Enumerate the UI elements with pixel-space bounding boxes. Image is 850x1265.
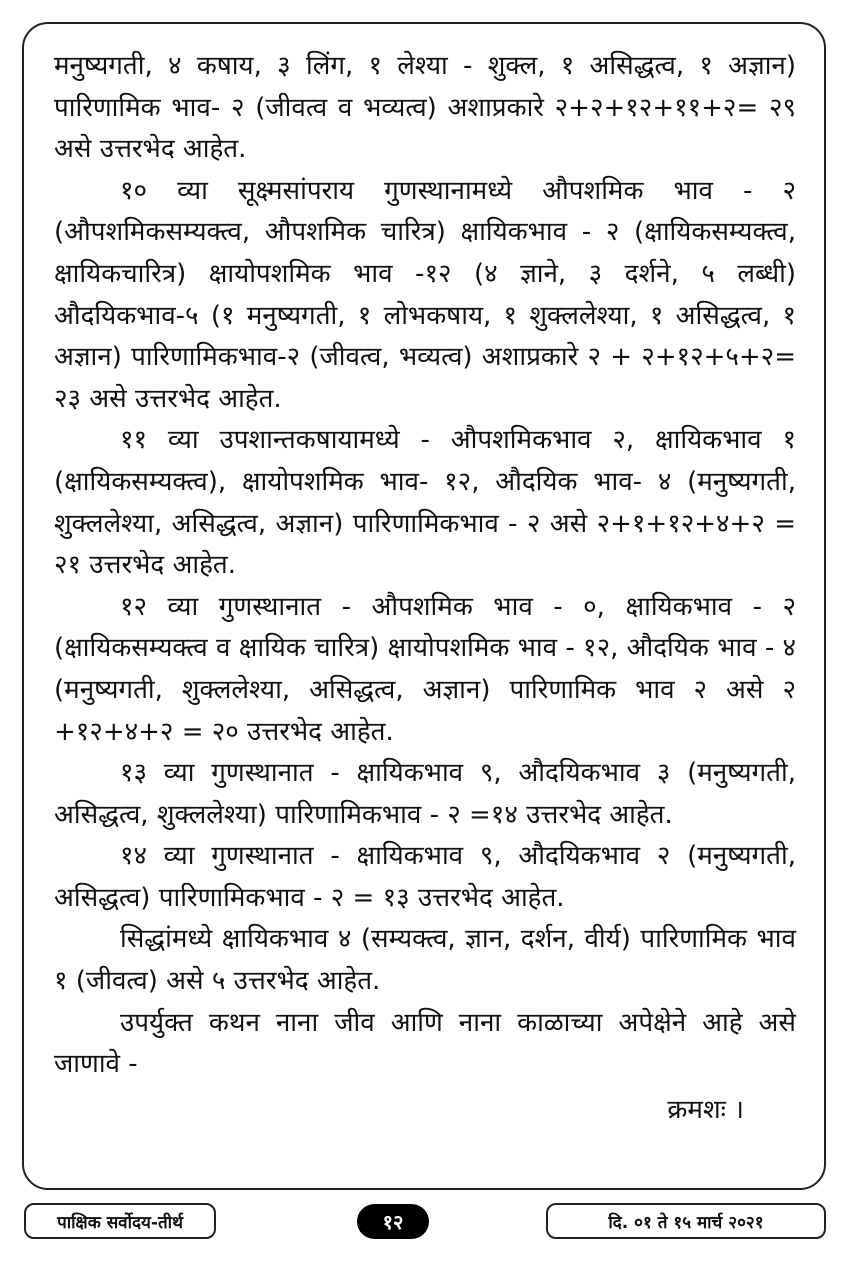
page-number: १२ bbox=[357, 1204, 429, 1239]
paragraph-7: सिद्धांमध्ये क्षायिकभाव ४ (सम्यक्त्व, ज्ञान, दर्शन, वीर्य) पारिणामिक भाव १ (जीवत्व) असे ५ उत्तरभेद आहेत. bbox=[54, 924, 796, 997]
paragraph-2: १० व्या सूक्ष्मसांपराय गुणस्थानामध्ये औपशमिक भाव - २ (औपशमिकसम्यक्त्व, औपशमिक चारित्र) क्षायिकभाव - २ (क्षायिकसम्यक्त्व, क्षायिकचारित्र) क्षायोपशमिक भाव -१२ (४ ज्ञाने, ३ दर्शने, ५ लब्धी) औदयिकभाव-५ (१ मनुष्यगती, १ लोभकषाय, १ शुक्ललेश्या, १ असिद्धत्व, १ अज्ञान) पारिणामिकभाव-२ (जीवत्व, भव्यत्व) अशाप्रकारे २ + २+१२+५+२= २३ असे उत्तरभेद आहेत. bbox=[54, 175, 796, 414]
continued-note: क्रमशः । bbox=[667, 1094, 744, 1125]
publication-name: पाक्षिक सर्वोदय-तीर्थ bbox=[24, 1203, 216, 1239]
paragraph-3: ११ व्या उपशान्तकषायामध्ये - औपशमिकभाव २, क्षायिकभाव १ (क्षायिकसम्यक्त्व), क्षायोपशमिक भाव- १२, औदयिक भाव- ४ (मनुष्यगती, शुक्ललेश्या, असिद्धत्व, अज्ञान) पारिणामिकभाव - २ असे २+१+१२+४+२ = २१ उत्तरभेद आहेत. bbox=[54, 425, 796, 581]
paragraph-5: १३ व्या गुणस्थानात - क्षायिकभाव ९, औदयिकभाव ३ (मनुष्यगती, असिद्धत्व, शुक्ललेश्या) पारिणामिकभाव - २ =१४ उत्तरभेद आहेत. bbox=[54, 758, 796, 830]
paragraph-8: उपर्युक्त कथन नाना जीव आणि नाना काळाच्या अपेक्षेने आहे असे जाणावे - bbox=[54, 1007, 796, 1080]
article-body bbox=[54, 46, 796, 1131]
issue-date: दि. ०१ ते १५ मार्च २०२१ bbox=[546, 1203, 826, 1239]
paragraph-4: १२ व्या गुणस्थानात - औपशमिक भाव - ०, क्षायिकभाव - २ (क्षायिकसम्यक्त्व व क्षायिक चारित्र) क्षायोपशमिक भाव - १२, औदयिक भाव - ४ (मनुष्यगती, शुक्ललेश्या, असिद्धत्व, अज्ञान) पारिणामिक भाव २ असे २ +१२+४+२ = २० उत्तरभेद आहेत. bbox=[54, 591, 796, 747]
paragraph-6: १४ व्या गुणस्थानात - क्षायिकभाव ९, औदयिकभाव २ (मनुष्यगती, असिद्धत्व) पारिणामिकभाव - २ = १३ उत्तरभेद आहेत. bbox=[54, 841, 796, 913]
paragraph-1: मनुष्यगती, ४ कषाय, ३ लिंग, १ लेश्या - शुक्ल, १ असिद्धत्व, १ अज्ञान) पारिणामिक भाव- २ (जीवत्व व भव्यत्व) अशाप्रकारे २+२+१२+११+२= २९ असे उत्तरभेद आहेत. bbox=[54, 51, 796, 165]
